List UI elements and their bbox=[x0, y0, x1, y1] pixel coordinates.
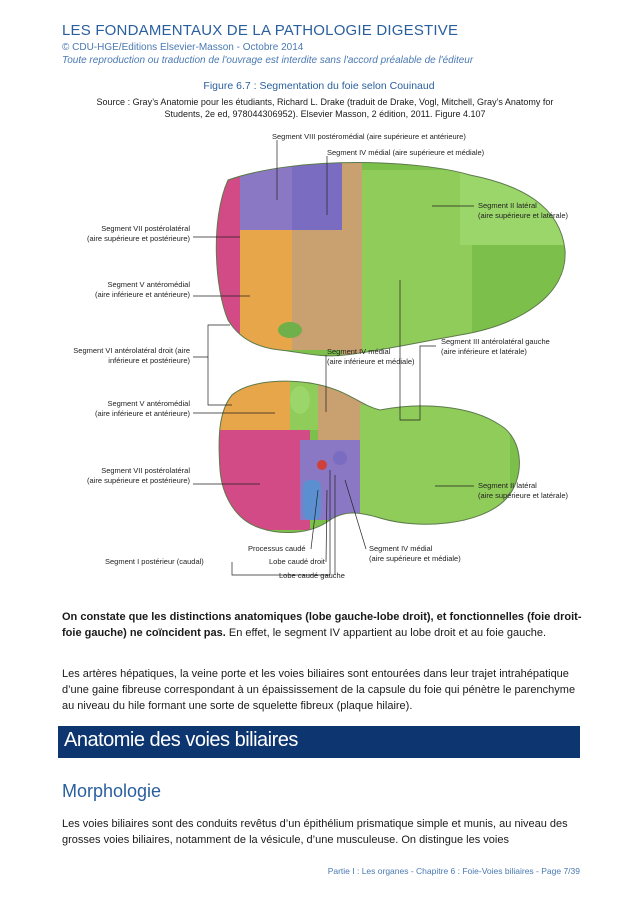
label-segment-iii-line2: (aire inférieure et latérale) bbox=[441, 347, 527, 356]
hepatic-artery-shape bbox=[317, 460, 327, 470]
label-segment-i: Segment I postérieur (caudal) bbox=[105, 557, 204, 566]
label-segment-v-top bbox=[95, 280, 190, 300]
paragraph-distinctions-rest: En effet, le segment IV appartient au lobe droit et au foie gauche. bbox=[225, 627, 547, 639]
label-segment-iv-bottom bbox=[369, 544, 461, 564]
label-segment-ii-top bbox=[478, 201, 568, 221]
label-segment-vii-bottom bbox=[87, 466, 190, 486]
label-segment-ii-bottom-line1: Segment II latéral bbox=[478, 481, 537, 490]
section-title: Anatomie des voies biliaires bbox=[64, 729, 298, 751]
label-segment-vii-top-line2: (aire supérieure et postérieure) bbox=[87, 234, 190, 243]
label-segment-vii-bottom-line1: Segment VII postérolatéral bbox=[101, 466, 190, 475]
label-segment-v-top-line1: Segment V antéromédial bbox=[107, 280, 190, 289]
label-segment-vi bbox=[73, 346, 190, 366]
page-footer: Partie I : Les organes - Chapitre 6 : Foie-Voies biliaires - Page 7/39 bbox=[327, 866, 580, 876]
label-lobe-caude-gauche: Lobe caudé gauche bbox=[279, 571, 345, 580]
label-processus-caude: Processus caudé bbox=[248, 544, 306, 553]
liver-visceral-view bbox=[210, 370, 540, 550]
subsection-title: Morphologie bbox=[62, 781, 162, 801]
reproduction-notice: Toute reproduction ou traduction de l'ouvrage est interdite sans l'accord préalable de l'éditeur bbox=[62, 55, 474, 66]
paragraph-morphologie: Les voies biliaires sont des conduits revêtus d’un épithélium prismatique simple et munis, au niveau des grosses voies biliaires, notamment de la vésicule, d’une musculeuse. On distingue les voies bbox=[62, 818, 568, 846]
label-segment-iv-bottom-line2: (aire supérieure et médiale) bbox=[369, 554, 461, 563]
label-segment-vi-line1: Segment VI antérolatéral droit (aire bbox=[73, 346, 190, 355]
figure-source-line1: Source : Gray’s Anatomie pour les étudiants, Richard L. Drake (traduit de Drake, Vogl, Mitchell, Gray’s Anatomy for bbox=[96, 97, 554, 107]
label-segment-v-bottom-line1: Segment V antéromédial bbox=[107, 399, 190, 408]
label-segment-iv-mid-line1: Segment IV médial bbox=[327, 347, 391, 356]
label-segment-ii-top-line2: (aire supérieure et latérale) bbox=[478, 211, 569, 220]
label-segment-iii bbox=[441, 337, 550, 357]
paragraph-distinctions-bold: On constate que les distinctions anatomiques (lobe gauche-lobe droit), et fonctionnelles (foie droit-foie gauche) ne coïncident pas. bbox=[62, 611, 582, 639]
label-segment-vi-line2: inférieure et postérieure) bbox=[108, 356, 190, 365]
label-segment-ii-bottom bbox=[478, 481, 568, 501]
label-segment-viii: Segment VIII postéromédial (aire supérieure et antérieure) bbox=[272, 132, 466, 141]
label-segment-iv-mid-line2: (aire inférieure et médiale) bbox=[327, 357, 415, 366]
section-title-band bbox=[58, 726, 580, 758]
paragraph-distinctions bbox=[62, 609, 582, 641]
label-segment-vii-bottom-line2: (aire supérieure et postérieure) bbox=[87, 476, 190, 485]
label-segment-ii-bottom-line2: (aire supérieure et latérale) bbox=[478, 491, 569, 500]
gallbladder-shape bbox=[278, 322, 302, 338]
inferior-vena-cava-shape bbox=[303, 480, 321, 520]
document-header-title: LES FONDAMENTAUX DE LA PATHOLOGIE DIGESTIVE bbox=[62, 22, 459, 39]
label-segment-v-bottom bbox=[95, 399, 190, 419]
label-segment-iv-top: Segment IV médial (aire supérieure et médiale) bbox=[327, 148, 485, 157]
paragraph-arteres: Les artères hépatiques, la veine porte et les voies biliaires sont entourées dans leur trajet intrahépatique d’une gaine fibreuse correspondant à un épaississement de la capsule du foie qui pénètre le parenchyme au niveau du hile formant une sorte de squelette fibreux (plaque hilaire). bbox=[62, 668, 576, 712]
figure-title: Figure 6.7 : Segmentation du foie selon Couinaud bbox=[203, 80, 435, 92]
figure-source-line2: Students, 2e ed, 978044306952). Elsevier Masson, 2 édition, 2011. Figure 4.107 bbox=[164, 109, 486, 119]
label-segment-iv-mid bbox=[327, 347, 415, 367]
label-segment-v-top-line2: (aire inférieure et antérieure) bbox=[94, 290, 190, 299]
label-segment-iv-bottom-line1: Segment IV médial bbox=[369, 544, 433, 553]
label-lobe-caude-droit: Lobe caudé droit bbox=[269, 557, 325, 566]
portal-vein-shape bbox=[333, 451, 347, 465]
label-segment-v-bottom-line2: (aire inférieure et antérieure) bbox=[94, 409, 190, 418]
label-segment-vii-top-line1: Segment VII postérolatéral bbox=[101, 224, 190, 233]
label-segment-vii-top bbox=[87, 224, 190, 244]
gallbladder-visceral-shape bbox=[290, 386, 310, 414]
label-segment-ii-top-line1: Segment II latéral bbox=[478, 201, 537, 210]
copyright-line: © CDU-HGE/Editions Elsevier-Masson - Octobre 2014 bbox=[62, 42, 304, 53]
label-segment-iii-line1: Segment III antérolatéral gauche bbox=[441, 337, 550, 346]
